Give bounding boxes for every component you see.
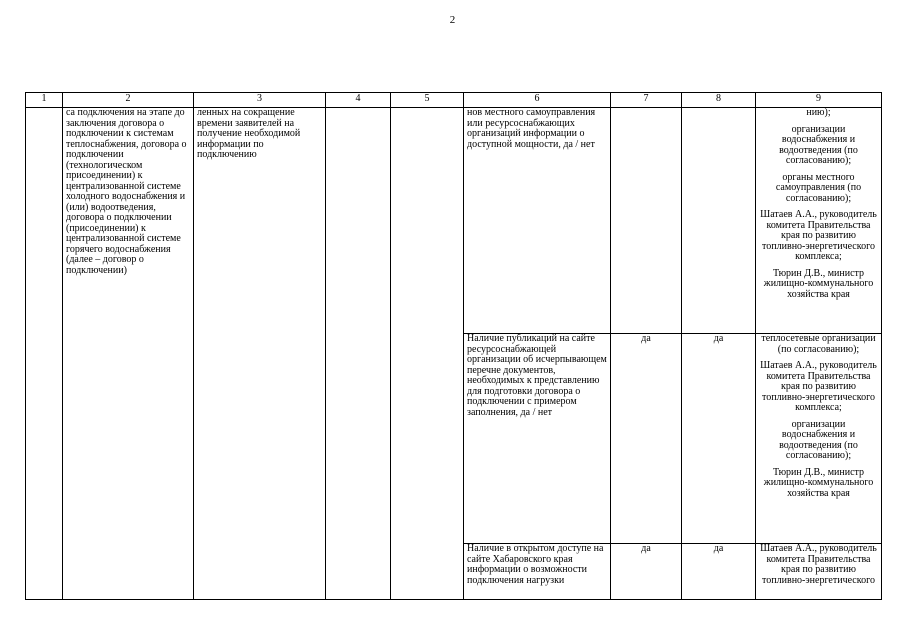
cell-indicator [464, 544, 611, 600]
indicator-text: Наличие в открытом доступе на сайте Хабаровского края информации о возможности подключения нагрузки [467, 543, 604, 586]
column-header: 1 [26, 93, 63, 108]
responsible-item: Шатаев А.А., руководитель комитета Правительства края по развитию топливно-энергетического [760, 543, 877, 586]
responsible-item: нию); [806, 107, 831, 118]
cell-col8: да [682, 334, 756, 544]
responsible-item: Тюрин Д.В., министр жилищно-коммунального хозяйства края [763, 466, 874, 499]
cell-col8: да [682, 544, 756, 600]
cell-col2 [63, 108, 194, 600]
column-header: 2 [63, 93, 194, 108]
indicator-text: Наличие публикаций на сайте ресурсоснабжающей организации об исчерпывающем перечне документов, необходимых к представлению для подготовки договора о подключении с примером заполнения, да / нет [467, 333, 607, 418]
page-number: 2 [449, 14, 456, 26]
cell-indicator [464, 108, 611, 334]
cell-indicator [464, 334, 611, 544]
column-header: 8 [682, 93, 756, 108]
plan-table [25, 92, 882, 600]
cell-col7: да [611, 334, 682, 544]
event-goal: ленных на сокращение времени заявителей на получение необходимой информации по подключению [197, 107, 301, 160]
cell-responsible [756, 108, 882, 334]
cell-col4 [326, 108, 391, 600]
responsible-item: органы местного самоуправления (по согласованию); [775, 171, 862, 204]
column-header: 4 [326, 93, 391, 108]
responsible-item: Тюрин Д.В., министр жилищно-коммунального хозяйства края [763, 267, 874, 300]
cell-responsible [756, 334, 882, 544]
cell-col8 [682, 108, 756, 334]
responsible-item: организации водоснабжения и водоотведения (по согласованию); [779, 418, 858, 461]
cell-col1 [26, 108, 63, 600]
column-header: 6 [464, 93, 611, 108]
column-header: 9 [756, 93, 882, 108]
responsible-item: Шатаев А.А., руководитель комитета Правительства края по развитию топливно-энергетического комплекса; [760, 209, 877, 262]
responsible-item: организации водоснабжения и водоотведения (по согласованию); [779, 123, 858, 166]
cell-col7 [611, 108, 682, 334]
column-header: 5 [391, 93, 464, 108]
event-description: са подключения на этапе до заключения договора о подключении к системам теплоснабжения, договора о подключении (технологическом присоединении) к централизованной системе холодного водоснабжения и (или) водоотведения, договора о подключении (присоединении) к централизованной системе горячего водоснабжения (далее – договор о подключении) [66, 107, 187, 276]
table-row [26, 108, 882, 334]
cell-col5 [391, 108, 464, 600]
responsible-item: теплосетевые организации (по согласованию); [761, 333, 876, 355]
cell-col3 [194, 108, 326, 600]
responsible-item: Шатаев А.А., руководитель комитета Правительства края по развитию топливно-энергетического комплекса; [760, 360, 877, 413]
column-number-row [26, 93, 882, 108]
column-header: 7 [611, 93, 682, 108]
column-header: 3 [194, 93, 326, 108]
indicator-text: нов местного самоуправления или ресурсоснабжающих организаций информации о доступной мощности, да / нет [467, 107, 596, 150]
cell-col7: да [611, 544, 682, 600]
cell-responsible [756, 544, 882, 600]
